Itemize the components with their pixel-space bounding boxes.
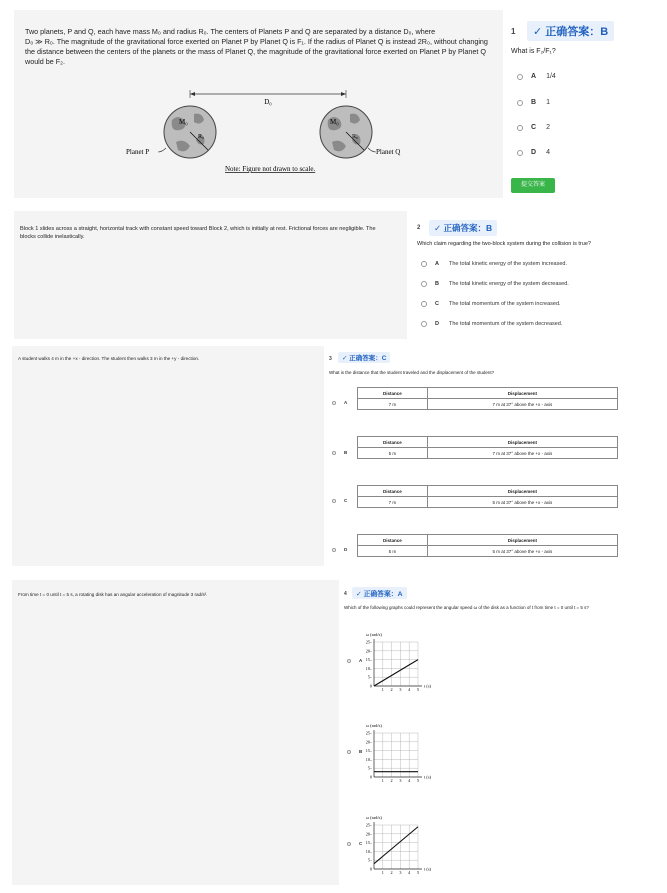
radio-button[interactable] — [347, 750, 351, 754]
question-3-text: A student walks 4 m in the +x - direction. The student then walks 3 m in the +y - direction. — [18, 356, 200, 361]
correct-answer-badge: ✓ 正确答案：B — [429, 220, 497, 236]
x-tick-label: 1 — [381, 870, 384, 875]
planet-q-label: Planet Q — [376, 148, 401, 156]
option-c[interactable]: C — [332, 498, 357, 503]
series-line — [374, 660, 418, 686]
radio-button[interactable] — [347, 659, 351, 663]
figure-note: Note: Figure not drawn to scale. — [225, 165, 316, 173]
radio-button[interactable] — [517, 150, 523, 156]
y-tick-label: 15– — [365, 840, 372, 846]
radio-button[interactable] — [517, 74, 523, 80]
y-tick-label: 5– — [367, 674, 372, 680]
x-axis-label: t (s) — [424, 774, 432, 780]
x-tick-label: 1 — [381, 778, 384, 783]
question-4-text: From time t = 0 until t = 5 s, a rotating disk has an angular acceleration of magnitude 3 rad/s². — [18, 592, 208, 597]
x-tick-label: 3 — [399, 778, 402, 783]
option-b-graph — [362, 721, 452, 785]
option-b[interactable]: B The total kinetic energy of the system decreased. — [421, 281, 569, 287]
question-1 — [14, 10, 653, 198]
option-c-table: Distance Displacement 7 m 5 m at 37° above the +x - axis — [357, 485, 618, 508]
y-axis-label: ω (rad/s) — [366, 632, 382, 637]
y-tick-label: 0 — [369, 866, 372, 872]
x-axis-label: t (s) — [424, 683, 432, 689]
y-tick-label: 20– — [365, 739, 372, 745]
stem-line: the distance between the centers of the planets or the mass of Planet Q, the magnitude of the gravitational force exerted on Planet P by Planet Q — [25, 47, 486, 56]
y-tick-label: 0 — [369, 774, 372, 780]
option-a-table: Distance Displacement 7 m 7 m at 37° above the +x - axis — [357, 387, 618, 410]
radio-button[interactable] — [347, 842, 351, 846]
question-number: 1 — [511, 27, 516, 36]
stem-line: Block 1 slides across a straight, horizontal track with constant speed toward Block 2, which is initially at rest. Frictional forces are negligible. The — [20, 226, 376, 232]
svg-text:M₀: M₀ — [330, 118, 339, 126]
option-b[interactable]: B — [332, 450, 357, 455]
y-tick-label: 15– — [365, 657, 372, 663]
y-tick-label: 10– — [365, 665, 372, 671]
stem-line: D₀ ≫ R₀. The magnitude of the gravitational force exerted on Planet P by Planet Q is F₁. If the radius of Planet Q is instead 2R₀, without changing — [25, 37, 488, 46]
y-tick-label: 5– — [367, 857, 372, 863]
option-c[interactable]: C 2 — [517, 124, 550, 131]
correct-answer-badge: ✓ 正确答案：C — [338, 352, 390, 363]
x-tick-label: 3 — [399, 687, 402, 692]
x-tick-label: 5 — [416, 687, 420, 692]
question-number: 2 — [417, 225, 421, 231]
question-2-text — [20, 225, 376, 241]
stem-line: Two planets, P and Q, each have mass M₀ and radius R₀. The centers of Planets P and Q are separated by a distance D₀, where — [25, 27, 436, 36]
question-3 — [14, 346, 653, 566]
question-prompt: Which claim regarding the two-block system during the collision is true? — [417, 241, 591, 247]
planets-figure — [124, 84, 424, 176]
question-3-stem — [12, 346, 324, 566]
y-axis-label: ω (rad/s) — [366, 815, 382, 820]
y-tick-label: 15– — [365, 748, 372, 754]
option-a-graph — [362, 630, 452, 694]
y-tick-label: 25– — [365, 730, 372, 736]
question-prompt: What is the distance that the student traveled and the displacement of the student? — [329, 370, 495, 375]
radio-button[interactable] — [517, 100, 523, 106]
question-number: 3 — [329, 356, 332, 362]
correct-answer-badge: ✓ 正确答案：A — [352, 587, 407, 599]
option-a[interactable]: A — [347, 658, 372, 663]
stem-line: blocks collide inelastically. — [20, 234, 85, 240]
y-tick-label: 5– — [367, 765, 372, 771]
planet-p-label: Planet P — [126, 148, 150, 156]
question-prompt: Which of the following graphs could represent the angular speed ω of the disk as a function of t from time t = 0 until t = 5 s? — [344, 605, 589, 610]
option-a[interactable]: A 1/4 — [517, 73, 556, 80]
option-d[interactable]: D — [332, 547, 357, 552]
x-tick-label: 3 — [399, 870, 402, 875]
x-tick-label: 2 — [390, 870, 393, 875]
question-2 — [14, 211, 653, 339]
x-tick-label: 4 — [408, 778, 411, 783]
x-tick-label: 5 — [416, 778, 420, 783]
question-4-stem — [12, 580, 339, 885]
y-tick-label: 20– — [365, 831, 372, 837]
radio-button[interactable] — [332, 499, 336, 503]
svg-text:M₀: M₀ — [179, 118, 188, 126]
option-a[interactable]: A The total kinetic energy of the system increased. — [421, 261, 567, 267]
x-tick-label: 4 — [408, 687, 411, 692]
question-4 — [14, 580, 653, 885]
y-tick-label: 20– — [365, 648, 372, 654]
radio-button[interactable] — [517, 125, 523, 131]
question-1-text — [25, 27, 495, 67]
question-2-stem — [14, 211, 407, 339]
option-d[interactable]: D 4 — [517, 149, 550, 156]
x-tick-label: 1 — [381, 687, 384, 692]
radio-button[interactable] — [421, 261, 427, 267]
option-d[interactable]: D The total momentum of the system decreased. — [421, 321, 562, 327]
distance-label: D₀ — [264, 98, 272, 106]
x-tick-label: 5 — [416, 870, 420, 875]
y-tick-label: 0 — [369, 683, 372, 689]
option-b[interactable]: B 1 — [517, 99, 550, 106]
x-tick-label: 4 — [408, 870, 411, 875]
svg-text:R₀: R₀ — [352, 134, 359, 140]
option-b-table: Distance Displacement 5 m 7 m at 37° above the +x - axis — [357, 436, 618, 459]
option-c[interactable]: C The total momentum of the system increased. — [421, 301, 561, 307]
y-axis-label: ω (rad/s) — [366, 723, 382, 728]
stem-line: would be F₂. — [25, 57, 65, 66]
correct-answer-badge: ✓ 正确答案：B — [527, 21, 614, 41]
option-a[interactable]: A — [332, 400, 357, 405]
radio-button[interactable] — [332, 548, 336, 552]
radio-button[interactable] — [421, 281, 427, 287]
radio-button[interactable] — [421, 321, 427, 327]
question-1-stem — [14, 10, 503, 198]
radio-button[interactable] — [332, 451, 336, 455]
y-tick-label: 25– — [365, 639, 372, 645]
submit-answer-button[interactable]: 提交答案 — [511, 178, 555, 193]
option-c[interactable]: C — [347, 841, 372, 846]
question-prompt: What is F₂/F₁? — [511, 48, 556, 55]
x-axis-label: t (s) — [424, 866, 432, 872]
radio-button[interactable] — [332, 401, 336, 405]
y-tick-label: 10– — [365, 756, 372, 762]
option-c-graph — [362, 813, 452, 877]
option-d-table: Distance Displacement 5 m 5 m at 37° above the +x - axis — [357, 534, 618, 557]
series-line — [374, 827, 418, 864]
y-tick-label: 25– — [365, 822, 372, 828]
radio-button[interactable] — [421, 301, 427, 307]
svg-text:R₀: R₀ — [198, 134, 205, 140]
option-b[interactable]: B — [347, 749, 372, 754]
x-tick-label: 2 — [390, 687, 393, 692]
y-tick-label: 10– — [365, 848, 372, 854]
x-tick-label: 2 — [390, 778, 393, 783]
question-number: 4 — [344, 591, 347, 597]
